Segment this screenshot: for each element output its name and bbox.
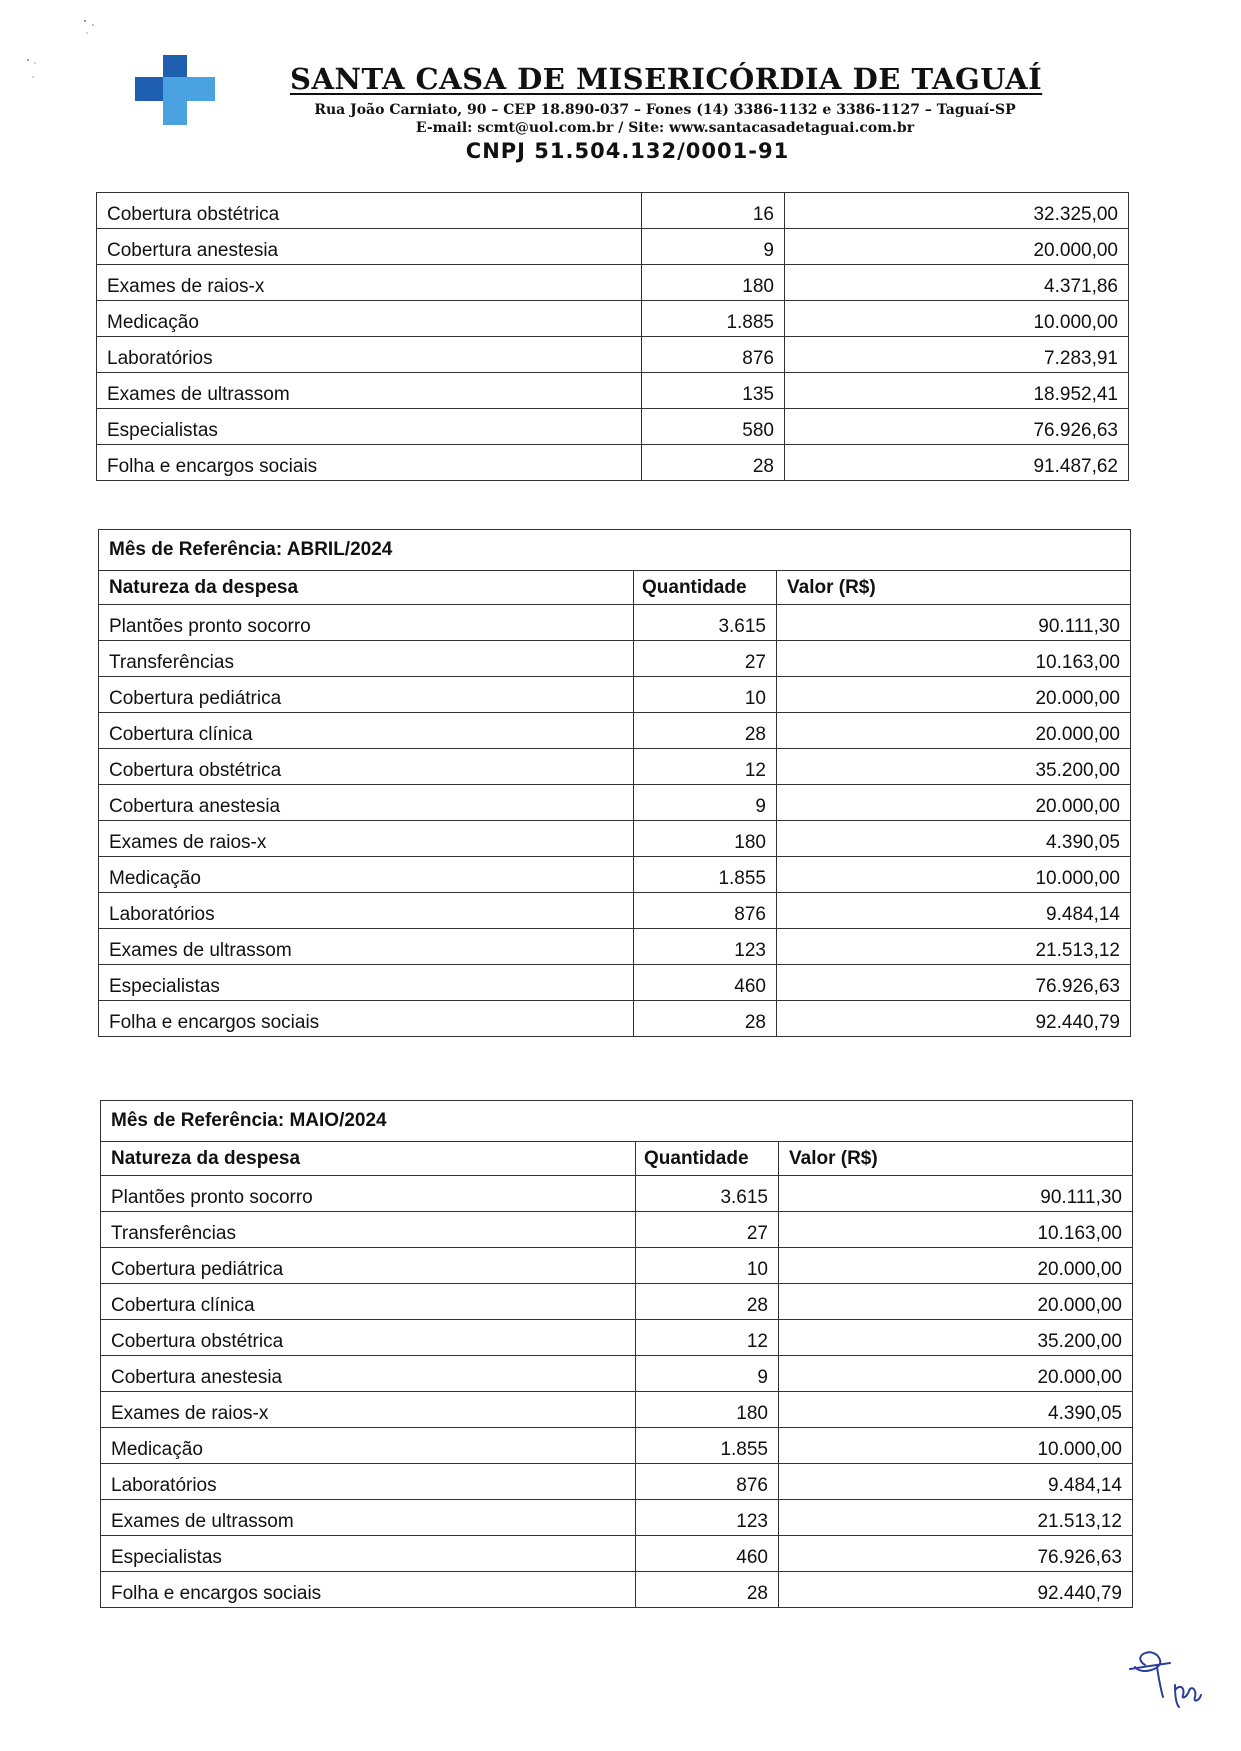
expense-item-cell: Cobertura pediátrica	[101, 1248, 636, 1284]
quantity-cell: 460	[634, 965, 777, 1001]
value-cell: 21.513,12	[777, 929, 1131, 965]
quantity-cell: 9	[636, 1356, 779, 1392]
quantity-cell: 180	[636, 1392, 779, 1428]
organization-cnpj: CNPJ 51.504.132/0001-91	[465, 139, 790, 163]
letterhead	[230, 62, 1140, 163]
quantity-cell: 876	[634, 893, 777, 929]
column-header-quantity: Quantidade	[636, 1142, 779, 1176]
quantity-cell: 580	[642, 409, 785, 445]
table-row	[99, 785, 1131, 821]
table-row	[99, 965, 1131, 1001]
value-cell: 32.325,00	[785, 193, 1129, 229]
expense-item-cell: Plantões pronto socorro	[99, 605, 634, 641]
expense-item-cell: Transferências	[99, 641, 634, 677]
table-row	[99, 713, 1131, 749]
expense-item-cell: Especialistas	[99, 965, 634, 1001]
table-row	[97, 373, 1129, 409]
table-row	[101, 1176, 1133, 1212]
quantity-cell: 9	[634, 785, 777, 821]
quantity-cell: 135	[642, 373, 785, 409]
table-row	[97, 445, 1129, 481]
expense-item-cell: Laboratórios	[101, 1464, 636, 1500]
value-cell: 10.000,00	[779, 1428, 1133, 1464]
expense-item-cell: Folha e encargos sociais	[97, 445, 642, 481]
quantity-cell: 460	[636, 1536, 779, 1572]
may-expense-table	[100, 1100, 1133, 1608]
value-cell: 76.926,63	[777, 965, 1131, 1001]
quantity-cell: 876	[642, 337, 785, 373]
expense-item-cell: Folha e encargos sociais	[99, 1001, 634, 1037]
table-row	[99, 1001, 1131, 1037]
expense-item-cell: Cobertura obstétrica	[99, 749, 634, 785]
table-row	[97, 229, 1129, 265]
column-header-quantity: Quantidade	[634, 571, 777, 605]
value-cell: 20.000,00	[777, 785, 1131, 821]
table-row	[97, 409, 1129, 445]
value-cell: 20.000,00	[777, 677, 1131, 713]
expense-item-cell: Exames de raios-x	[97, 265, 642, 301]
expense-item-cell: Exames de ultrassom	[97, 373, 642, 409]
expense-item-cell: Laboratórios	[97, 337, 642, 373]
value-cell: 10.000,00	[777, 857, 1131, 893]
column-header-value: Valor (R$)	[779, 1142, 1133, 1176]
value-cell: 90.111,30	[777, 605, 1131, 641]
table-row	[99, 677, 1131, 713]
april-expense-table	[98, 529, 1131, 1037]
table-row	[99, 893, 1131, 929]
month-reference-label: Mês de Referência: MAIO/2024	[101, 1101, 1133, 1142]
expense-item-cell: Cobertura anestesia	[101, 1356, 636, 1392]
expense-item-cell: Exames de raios-x	[99, 821, 634, 857]
table-row	[99, 821, 1131, 857]
quantity-cell: 180	[634, 821, 777, 857]
expense-item-cell: Exames de ultrassom	[101, 1500, 636, 1536]
quantity-cell: 123	[634, 929, 777, 965]
quantity-cell: 3.615	[636, 1176, 779, 1212]
organization-name: SANTA CASA DE MISERICÓRDIA DE TAGUAÍ	[290, 62, 1043, 96]
value-cell: 90.111,30	[779, 1176, 1133, 1212]
quantity-cell: 1.885	[642, 301, 785, 337]
quantity-cell: 28	[634, 713, 777, 749]
expense-item-cell: Cobertura anestesia	[99, 785, 634, 821]
value-cell: 10.163,00	[777, 641, 1131, 677]
quantity-cell: 10	[634, 677, 777, 713]
value-cell: 20.000,00	[779, 1284, 1133, 1320]
table-header-row	[101, 1142, 1133, 1176]
quantity-cell: 10	[636, 1248, 779, 1284]
continuation-expense-table	[96, 192, 1129, 481]
value-cell: 35.200,00	[779, 1320, 1133, 1356]
value-cell: 9.484,14	[777, 893, 1131, 929]
expense-item-cell: Especialistas	[97, 409, 642, 445]
expense-item-cell: Transferências	[101, 1212, 636, 1248]
value-cell: 92.440,79	[779, 1572, 1133, 1608]
organization-address: Rua João Carniato, 90 – CEP 18.890-037 – Fones (14) 3386-1132 e 3386-1127 – Taguaí-SP	[314, 102, 1016, 118]
table-row	[99, 929, 1131, 965]
table-row	[101, 1428, 1133, 1464]
expense-item-cell: Exames de ultrassom	[99, 929, 634, 965]
quantity-cell: 876	[636, 1464, 779, 1500]
quantity-cell: 16	[642, 193, 785, 229]
expense-item-cell: Cobertura obstétrica	[101, 1320, 636, 1356]
value-cell: 10.163,00	[779, 1212, 1133, 1248]
table-row	[101, 1212, 1133, 1248]
table-header-row	[99, 571, 1131, 605]
table-row	[101, 1572, 1133, 1608]
table-row	[99, 641, 1131, 677]
handwritten-initials	[1125, 1645, 1205, 1710]
expense-item-cell: Cobertura pediátrica	[99, 677, 634, 713]
value-cell: 21.513,12	[779, 1500, 1133, 1536]
expense-item-cell: Cobertura obstétrica	[97, 193, 642, 229]
expense-item-cell: Especialistas	[101, 1536, 636, 1572]
expense-item-cell: Medicação	[99, 857, 634, 893]
table-row	[97, 193, 1129, 229]
value-cell: 35.200,00	[777, 749, 1131, 785]
quantity-cell: 180	[642, 265, 785, 301]
expense-item-cell: Exames de raios-x	[101, 1392, 636, 1428]
scan-specks	[25, 15, 105, 95]
column-header-value: Valor (R$)	[777, 571, 1131, 605]
quantity-cell: 12	[634, 749, 777, 785]
column-header-item: Natureza da despesa	[101, 1142, 636, 1176]
expense-item-cell: Cobertura clínica	[99, 713, 634, 749]
quantity-cell: 28	[636, 1284, 779, 1320]
quantity-cell: 27	[634, 641, 777, 677]
expense-item-cell: Laboratórios	[99, 893, 634, 929]
quantity-cell: 28	[642, 445, 785, 481]
table-row	[101, 1464, 1133, 1500]
value-cell: 91.487,62	[785, 445, 1129, 481]
quantity-cell: 1.855	[634, 857, 777, 893]
value-cell: 20.000,00	[779, 1356, 1133, 1392]
table-row	[97, 265, 1129, 301]
table-row	[101, 1500, 1133, 1536]
table-row	[101, 1320, 1133, 1356]
table-row	[99, 749, 1131, 785]
column-header-item: Natureza da despesa	[99, 571, 634, 605]
value-cell: 4.371,86	[785, 265, 1129, 301]
table-row	[101, 1248, 1133, 1284]
value-cell: 20.000,00	[777, 713, 1131, 749]
expense-item-cell: Cobertura anestesia	[97, 229, 642, 265]
value-cell: 4.390,05	[777, 821, 1131, 857]
table-row	[99, 857, 1131, 893]
table-row	[101, 1536, 1133, 1572]
expense-item-cell: Cobertura clínica	[101, 1284, 636, 1320]
month-reference-label: Mês de Referência: ABRIL/2024	[99, 530, 1131, 571]
table-row	[101, 1356, 1133, 1392]
quantity-cell: 28	[636, 1572, 779, 1608]
value-cell: 18.952,41	[785, 373, 1129, 409]
quantity-cell: 12	[636, 1320, 779, 1356]
table-row	[101, 1284, 1133, 1320]
table-row	[97, 337, 1129, 373]
value-cell: 92.440,79	[777, 1001, 1131, 1037]
quantity-cell: 123	[636, 1500, 779, 1536]
value-cell: 76.926,63	[785, 409, 1129, 445]
value-cell: 20.000,00	[779, 1248, 1133, 1284]
value-cell: 20.000,00	[785, 229, 1129, 265]
organization-contact: E-mail: scmt@uol.com.br / Site: www.santacasadetaguai.com.br	[415, 120, 915, 136]
quantity-cell: 3.615	[634, 605, 777, 641]
quantity-cell: 9	[642, 229, 785, 265]
expense-item-cell: Medicação	[97, 301, 642, 337]
value-cell: 76.926,63	[779, 1536, 1133, 1572]
value-cell: 9.484,14	[779, 1464, 1133, 1500]
expense-item-cell: Medicação	[101, 1428, 636, 1464]
quantity-cell: 27	[636, 1212, 779, 1248]
table-row	[99, 605, 1131, 641]
expense-item-cell: Plantões pronto socorro	[101, 1176, 636, 1212]
quantity-cell: 28	[634, 1001, 777, 1037]
value-cell: 10.000,00	[785, 301, 1129, 337]
value-cell: 7.283,91	[785, 337, 1129, 373]
quantity-cell: 1.855	[636, 1428, 779, 1464]
expense-item-cell: Folha e encargos sociais	[101, 1572, 636, 1608]
table-row	[101, 1392, 1133, 1428]
table-row	[97, 301, 1129, 337]
value-cell: 4.390,05	[779, 1392, 1133, 1428]
